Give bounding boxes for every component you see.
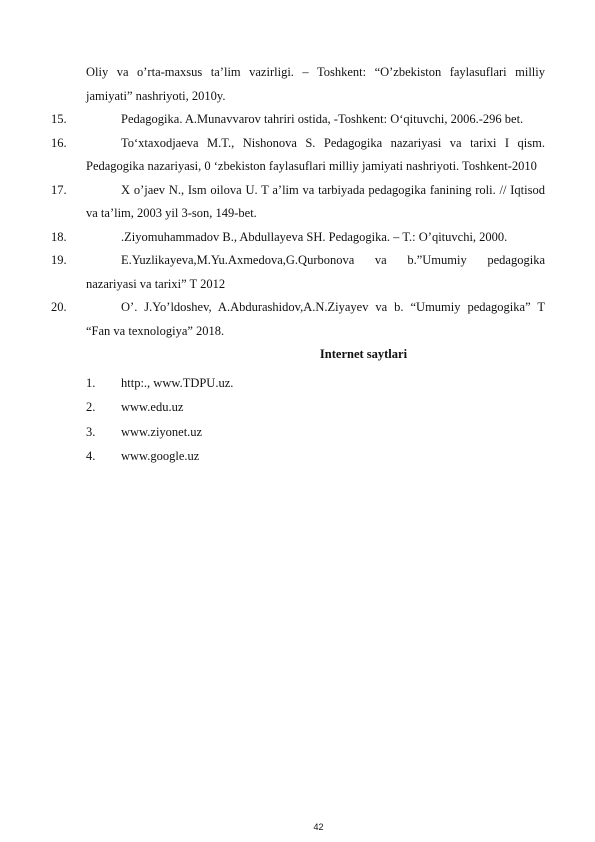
reference-text: Pedagogika. A.Munavvarov tahriri ostida, -Toshkent: O‘qituvchi, 2006.-296 bet. <box>121 112 524 126</box>
list-number: 3. <box>86 424 96 439</box>
site-link[interactable]: www.ziyonet.uz <box>121 424 203 439</box>
site-link[interactable]: http:., www.TDPU.uz. <box>121 375 234 390</box>
reference-continuation: Oliy va o’rta-maxsus ta’lim vazirligi. – Toshkent: “O’zbekiston faylasuflari milliy jamiyati” nashriyoti, 2010y. <box>86 65 545 103</box>
site-link[interactable]: www.edu.uz <box>121 400 184 414</box>
reference-number: 19. <box>51 253 67 267</box>
reference-text: E.Yuzlikayeva,M.Yu.Axmedova,G.Qurbonova va b.”Umumiy pedagogika nazariyasi va tarixi” T 2012 <box>86 253 545 291</box>
reference-item <box>51 179 545 226</box>
list-item <box>86 420 545 445</box>
site-link[interactable]: www.google.uz <box>121 449 200 463</box>
reference-item <box>51 226 545 250</box>
reference-text: To‘xtaxodjaeva M.T., Nishonova S. Pedagogika nazariyasi va tarixi I qism. Pedagogika nazariyasi, 0 ‘zbekiston faylasuflari milliy jamiyati nashriyoti. Toshkent-2010 <box>86 135 545 173</box>
page-content <box>51 61 545 469</box>
reference-item <box>51 132 545 179</box>
internet-section-title: Internet saytlari <box>319 347 408 361</box>
reference-number: 20. <box>51 300 67 314</box>
list-item <box>86 371 545 396</box>
reference-number: 16. <box>51 135 67 150</box>
reference-item <box>51 296 545 343</box>
list-item <box>86 395 545 420</box>
reference-number: 17. <box>51 182 67 197</box>
reference-text: O’. J.Yo’ldoshev, A.Abdurashidov,A.N.Ziyayev va b. “Umumiy pedagogika” T “Fan va texnologiya” 2018. <box>86 300 545 338</box>
internet-sites-list <box>86 371 545 469</box>
list-number: 2. <box>86 400 96 414</box>
list-number: 4. <box>86 449 96 463</box>
reference-item <box>51 108 545 132</box>
reference-text: .Ziyomuhammadov B., Abdullayeva SH. Pedagogika. – T.: O’qituvchi, 2000. <box>121 229 508 244</box>
list-item <box>86 444 545 469</box>
page-number: 42 <box>313 822 324 832</box>
reference-text: X o’jaev N., Ism oilova U. T a’lim va tarbiyada pedagogika fanining roli. // Iqtisod va ta’lim, 2003 yil 3-son, 149-bet. <box>86 182 545 220</box>
reference-number: 15. <box>51 112 67 126</box>
list-number: 1. <box>86 375 96 390</box>
reference-number: 18. <box>51 229 67 244</box>
reference-item <box>51 249 545 296</box>
